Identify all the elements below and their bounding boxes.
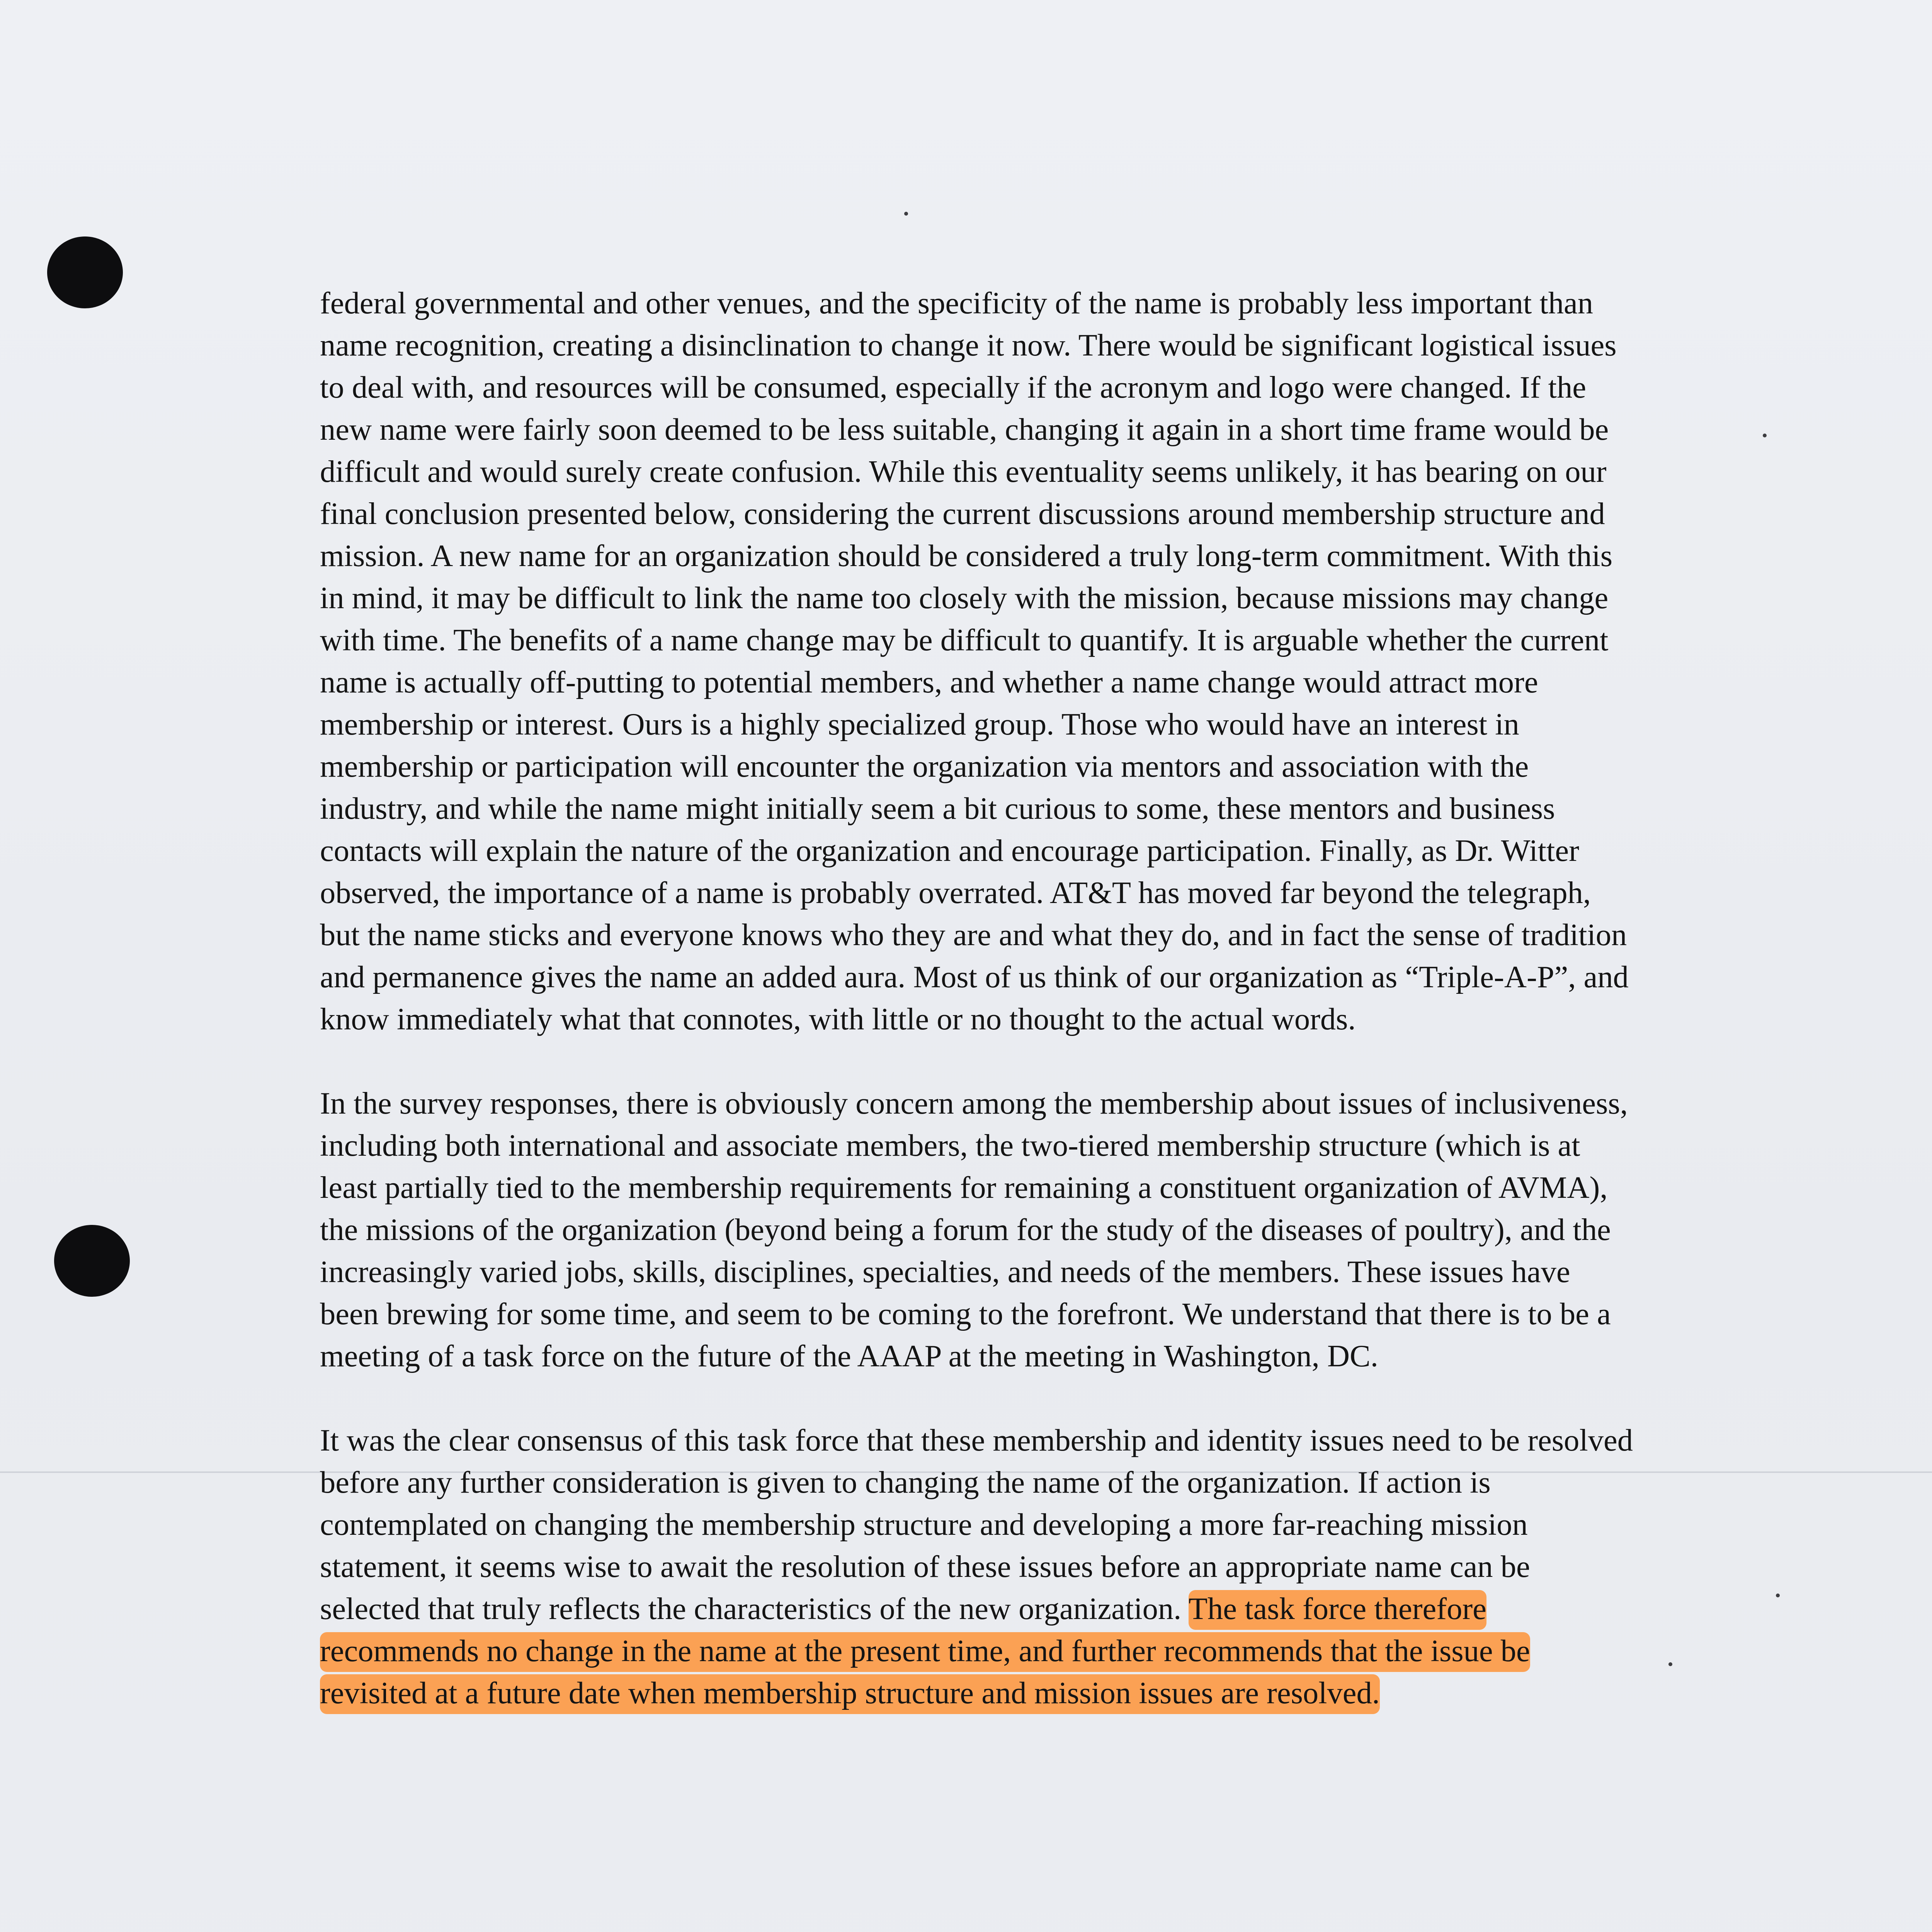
paragraph-conclusion: [320, 1419, 1634, 1714]
scan-speck: [1668, 1662, 1672, 1666]
paragraph-name-recognition: federal governmental and other venues, and the specificity of the name is probably less important than name recognition, creating a disinclination to change it now. There would be significant logistical issues to deal with, and resources will be consumed, especially if the acronym and logo were changed. If the new name were fairly soon deemed to be less suitable, changing it again in a short time frame would be difficult and would surely create confusion. While this eventuality seems unlikely, it has bearing on our final conclusion presented below, considering the current discussions around membership structure and mission. A new name for an organization should be considered a truly long-term commitment. With this in mind, it may be difficult to link the name too closely with the mission, because missions may change with time. The benefits of a name change may be difficult to quantify. It is arguable whether the current name is actually off-putting to potential members, and whether a name change would attract more membership or interest. Ours is a highly specialized group. Those who would have an interest in membership or participation will encounter the organization via mentors and association with the industry, and while the name might initially seem a bit curious to some, these mentors and business contacts will explain the nature of the organization and encourage participation. Finally, as Dr. Witter observed, the importance of a name is probably overrated. AT&T has moved far beyond the telegraph, but the name sticks and everyone knows who they are and what they do, and in fact the sense of tradition and permanence gives the name an added aura. Most of us think of our organization as “Triple-A-P”, and know immediately what that connotes, with little or no thought to the actual words.: [320, 286, 1629, 1036]
punch-hole-middle: [54, 1225, 130, 1297]
scan-speck: [1763, 434, 1767, 437]
conclusion-plain-text: It was the clear consensus of this task force that these membership and identity issues need to be resolved before any further consideration is given to changing the name of the organization. If action is contemplated on changing the membership structure and developing a more far-reaching mission statement, it seems wise to await the resolution of these issues before an appropriate name can be selected that truly reflects the characteristics of the new organization.: [320, 1423, 1633, 1626]
paragraph-survey-responses: In the survey responses, there is obviously concern among the membership about issues of inclusiveness, including both international and associate members, the two-tiered membership structure (which is at least partially tied to the membership requirements for remaining a constituent organization of AVMA), the missions of the organization (beyond being a forum for the study of the diseases of poultry), and the increasingly varied jobs, skills, disciplines, specialties, and needs of the members. These issues have been brewing for some time, and seem to be coming to the forefront. We understand that there is to be a meeting of a task force on the future of the AAAP at the meeting in Washington, DC.: [320, 1086, 1628, 1373]
punch-hole-top: [47, 236, 123, 308]
scan-speck: [1776, 1594, 1780, 1597]
highlighted-recommendation: The task force therefore recommends no change in the name at the present time, and further recommends that the issue be revisited at a future date when membership structure and mission issues are resolved.: [320, 1590, 1530, 1714]
scan-speck: [904, 212, 908, 216]
document-body: [320, 282, 1634, 1714]
